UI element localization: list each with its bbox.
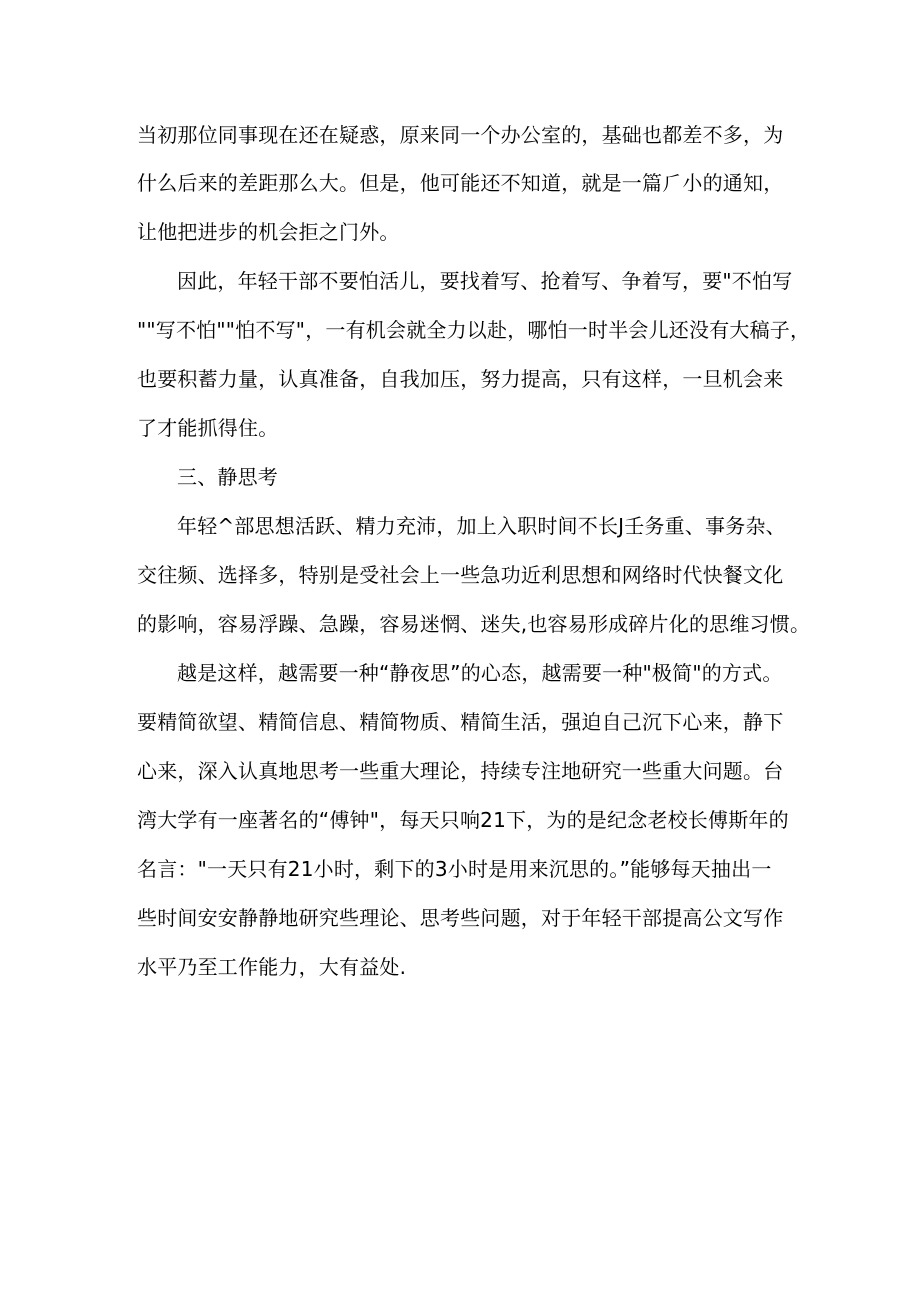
- text-line: 当初那位同事现在还在疑惑，原来同一个办公室的，基础也都差不多，为: [137, 123, 784, 147]
- text-line: 心来，深入认真地思考一些重大理论，持续专注地研究一些重大问题。台: [137, 759, 784, 783]
- text-line: 些时间安安静静地研究些理论、思考些问题，对于年轻干部提高公文写作: [137, 906, 784, 930]
- text-line: 的影响，容易浮躁、急躁，容易迷惘、迷失,也容易形成碎片化的思维习惯。: [137, 612, 811, 636]
- text-line: 交往频、选择多，特别是受社会上一些急功近利思想和网络时代快餐文化: [137, 563, 784, 587]
- text-line: 名言："一天只有21小时，剩下的3小时是用来沉思的。”能够每天抽出一: [137, 857, 772, 881]
- text-line: 水平乃至工作能力，大有益处.: [137, 955, 407, 979]
- text-line: 要精简欲望、精简信息、精简物质、精简生活，强迫自己沉下心来，静下: [137, 710, 784, 734]
- text-line: ""写不怕""怕不写"，一有机会就全力以赴，哪怕一时半会儿还没有大稿子，: [137, 318, 811, 342]
- text-line: 了才能抓得住。: [137, 416, 279, 440]
- section-heading: 三、静思考: [177, 465, 278, 489]
- text-line: 让他把进步的机会拒之门外。: [137, 220, 400, 244]
- paragraph-first-line: 年轻^部思想活跃、精力充沛，加上入职时间不长J壬务重、事务杂、: [177, 514, 786, 538]
- paragraph-first-line: 越是这样，越需要一种“静夜思”的心态，越需要一种"极简"的方式。: [177, 661, 783, 685]
- paragraph-first-line: 因此，年轻干部不要怕活儿，要找着写、抢着写、争着写，要"不怕写: [177, 269, 793, 293]
- text-line: 什么后来的差距那么大。但是，他可能还不知道，就是一篇⺁小的通知，: [137, 171, 784, 195]
- text-line: 也要积蓄力量，认真准备，自我加压，努力提高，只有这样，一旦机会来: [137, 367, 784, 391]
- text-line: 湾大学有一座著名的“傅钟"，每天只响21下，为的是纪念老校长傅斯年的: [137, 808, 789, 832]
